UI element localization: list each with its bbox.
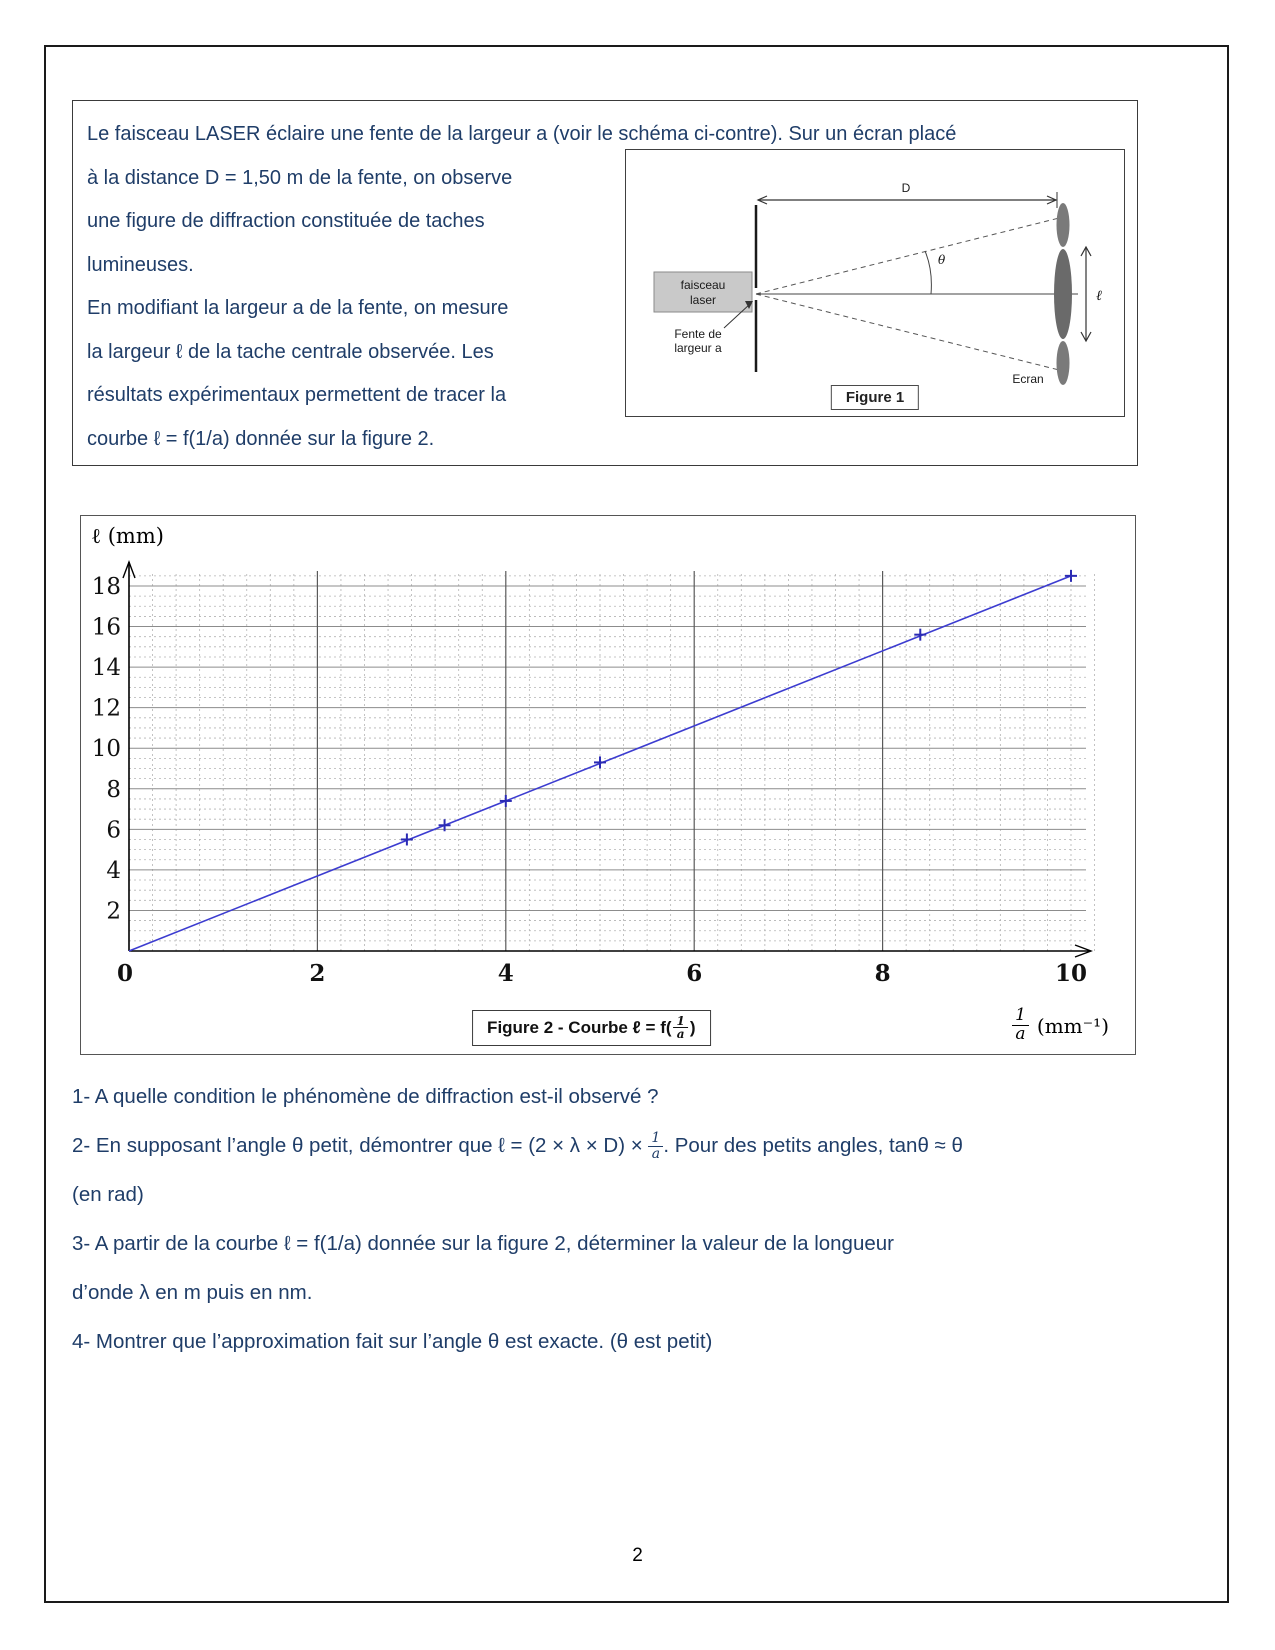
question-4: 4- Montrer que l’approximation fait sur l’angle θ est exacte. (θ est petit)	[72, 1330, 713, 1353]
intro-line-4: lumineuses.	[87, 253, 194, 276]
laser-label-line1: faisceau	[680, 278, 726, 292]
figure1-drawing	[626, 150, 1124, 390]
figure2-caption-fraction: $\frac{1}{a}$	[674, 1015, 688, 1041]
figure1-caption: Figure 1	[831, 385, 919, 410]
laser-label-line2: laser	[689, 293, 717, 307]
slit-label-line1: Fente de	[674, 327, 722, 341]
figure2-chart	[80, 515, 1136, 1055]
x-axis-unit-label	[1012, 1007, 1109, 1044]
slit-label-line2: largeur a	[674, 341, 722, 355]
intro-line-2: à la distance D = 1,50 m de la fente, on observe	[87, 166, 513, 189]
svg-text:0: 0	[116, 960, 134, 987]
screen-diffraction-pattern	[1054, 203, 1072, 385]
laser-source	[654, 272, 752, 312]
svg-text:14: 14	[91, 655, 121, 682]
svg-text:18: 18	[91, 573, 121, 600]
screen-label: Ecran	[1012, 372, 1044, 386]
x-unit-text: (mm⁻¹)	[1036, 1013, 1109, 1038]
question-2-pre: 2- En supposant l’angle θ petit, démontrer que ℓ = (2 × λ × D) ×	[72, 1134, 649, 1157]
question-2	[72, 1121, 1152, 1170]
intro-line-8: courbe ℓ = f(1/a) donnée sur la figure 2.	[87, 427, 435, 450]
questions	[72, 1072, 1152, 1366]
question-2-post: . Pour des petits angles, tanθ ≈ θ	[663, 1134, 963, 1157]
svg-text:2: 2	[309, 960, 326, 987]
question-2-fraction: $\frac{1}{a}$	[648, 1131, 663, 1161]
figure1	[625, 149, 1125, 417]
page-number: 2	[632, 1545, 643, 1566]
plot-area	[81, 516, 1134, 1053]
figure2-caption-prefix: Figure 2 - Courbe ℓ = f(	[487, 1017, 672, 1037]
svg-text:10: 10	[91, 736, 121, 763]
x-unit-fraction: $\frac{1}{a}$	[1012, 1007, 1029, 1044]
intro-line-6: la largeur ℓ de la tache centrale observée. Les	[87, 340, 494, 363]
distance-D-label: D	[901, 181, 911, 195]
central-spot-width-arrow	[1081, 247, 1102, 341]
ell-label: ℓ	[1096, 288, 1102, 304]
svg-text:10: 10	[1054, 960, 1088, 987]
svg-text:6: 6	[686, 960, 703, 987]
svg-text:4: 4	[106, 857, 121, 884]
svg-text:16: 16	[91, 614, 121, 641]
intro-line-3: une figure de diffraction constituée de taches	[87, 210, 485, 232]
svg-text:4: 4	[497, 960, 514, 987]
intro-line-1: Le faisceau LASER éclaire une fente de la largeur a (voir le schéma ci-contre). Sur un écran placé	[87, 123, 957, 145]
intro-text-box	[72, 100, 1138, 466]
question-3: 3- A partir de la courbe ℓ = f(1/a) donnée sur la figure 2, déterminer la valeur de la longueur	[72, 1232, 894, 1255]
svg-text:8: 8	[874, 960, 891, 987]
figure2-caption	[472, 1010, 711, 1046]
svg-text:6: 6	[106, 817, 121, 844]
question-1: 1- A quelle condition le phénomène de diffraction est-il observé ?	[72, 1085, 659, 1108]
y-axis-label: ℓ (mm)	[91, 524, 164, 548]
svg-text:12: 12	[91, 695, 121, 722]
intro-line-7: résultats expérimentaux permettent de tracer la	[87, 384, 507, 406]
figure2-caption-suffix: )	[689, 1017, 696, 1037]
distance-D-arrow	[758, 181, 1057, 208]
svg-text:2: 2	[106, 898, 121, 925]
intro-line-5: En modifiant la largeur a de la fente, on mesure	[87, 297, 509, 319]
question-3-cont: d’onde λ en m puis en nm.	[72, 1281, 313, 1304]
question-2-cont: (en rad)	[72, 1183, 144, 1206]
theta-angle-label: θ	[938, 253, 946, 267]
diffraction-rays	[756, 218, 1078, 370]
intro-column	[87, 157, 612, 462]
svg-text:8: 8	[106, 776, 121, 803]
